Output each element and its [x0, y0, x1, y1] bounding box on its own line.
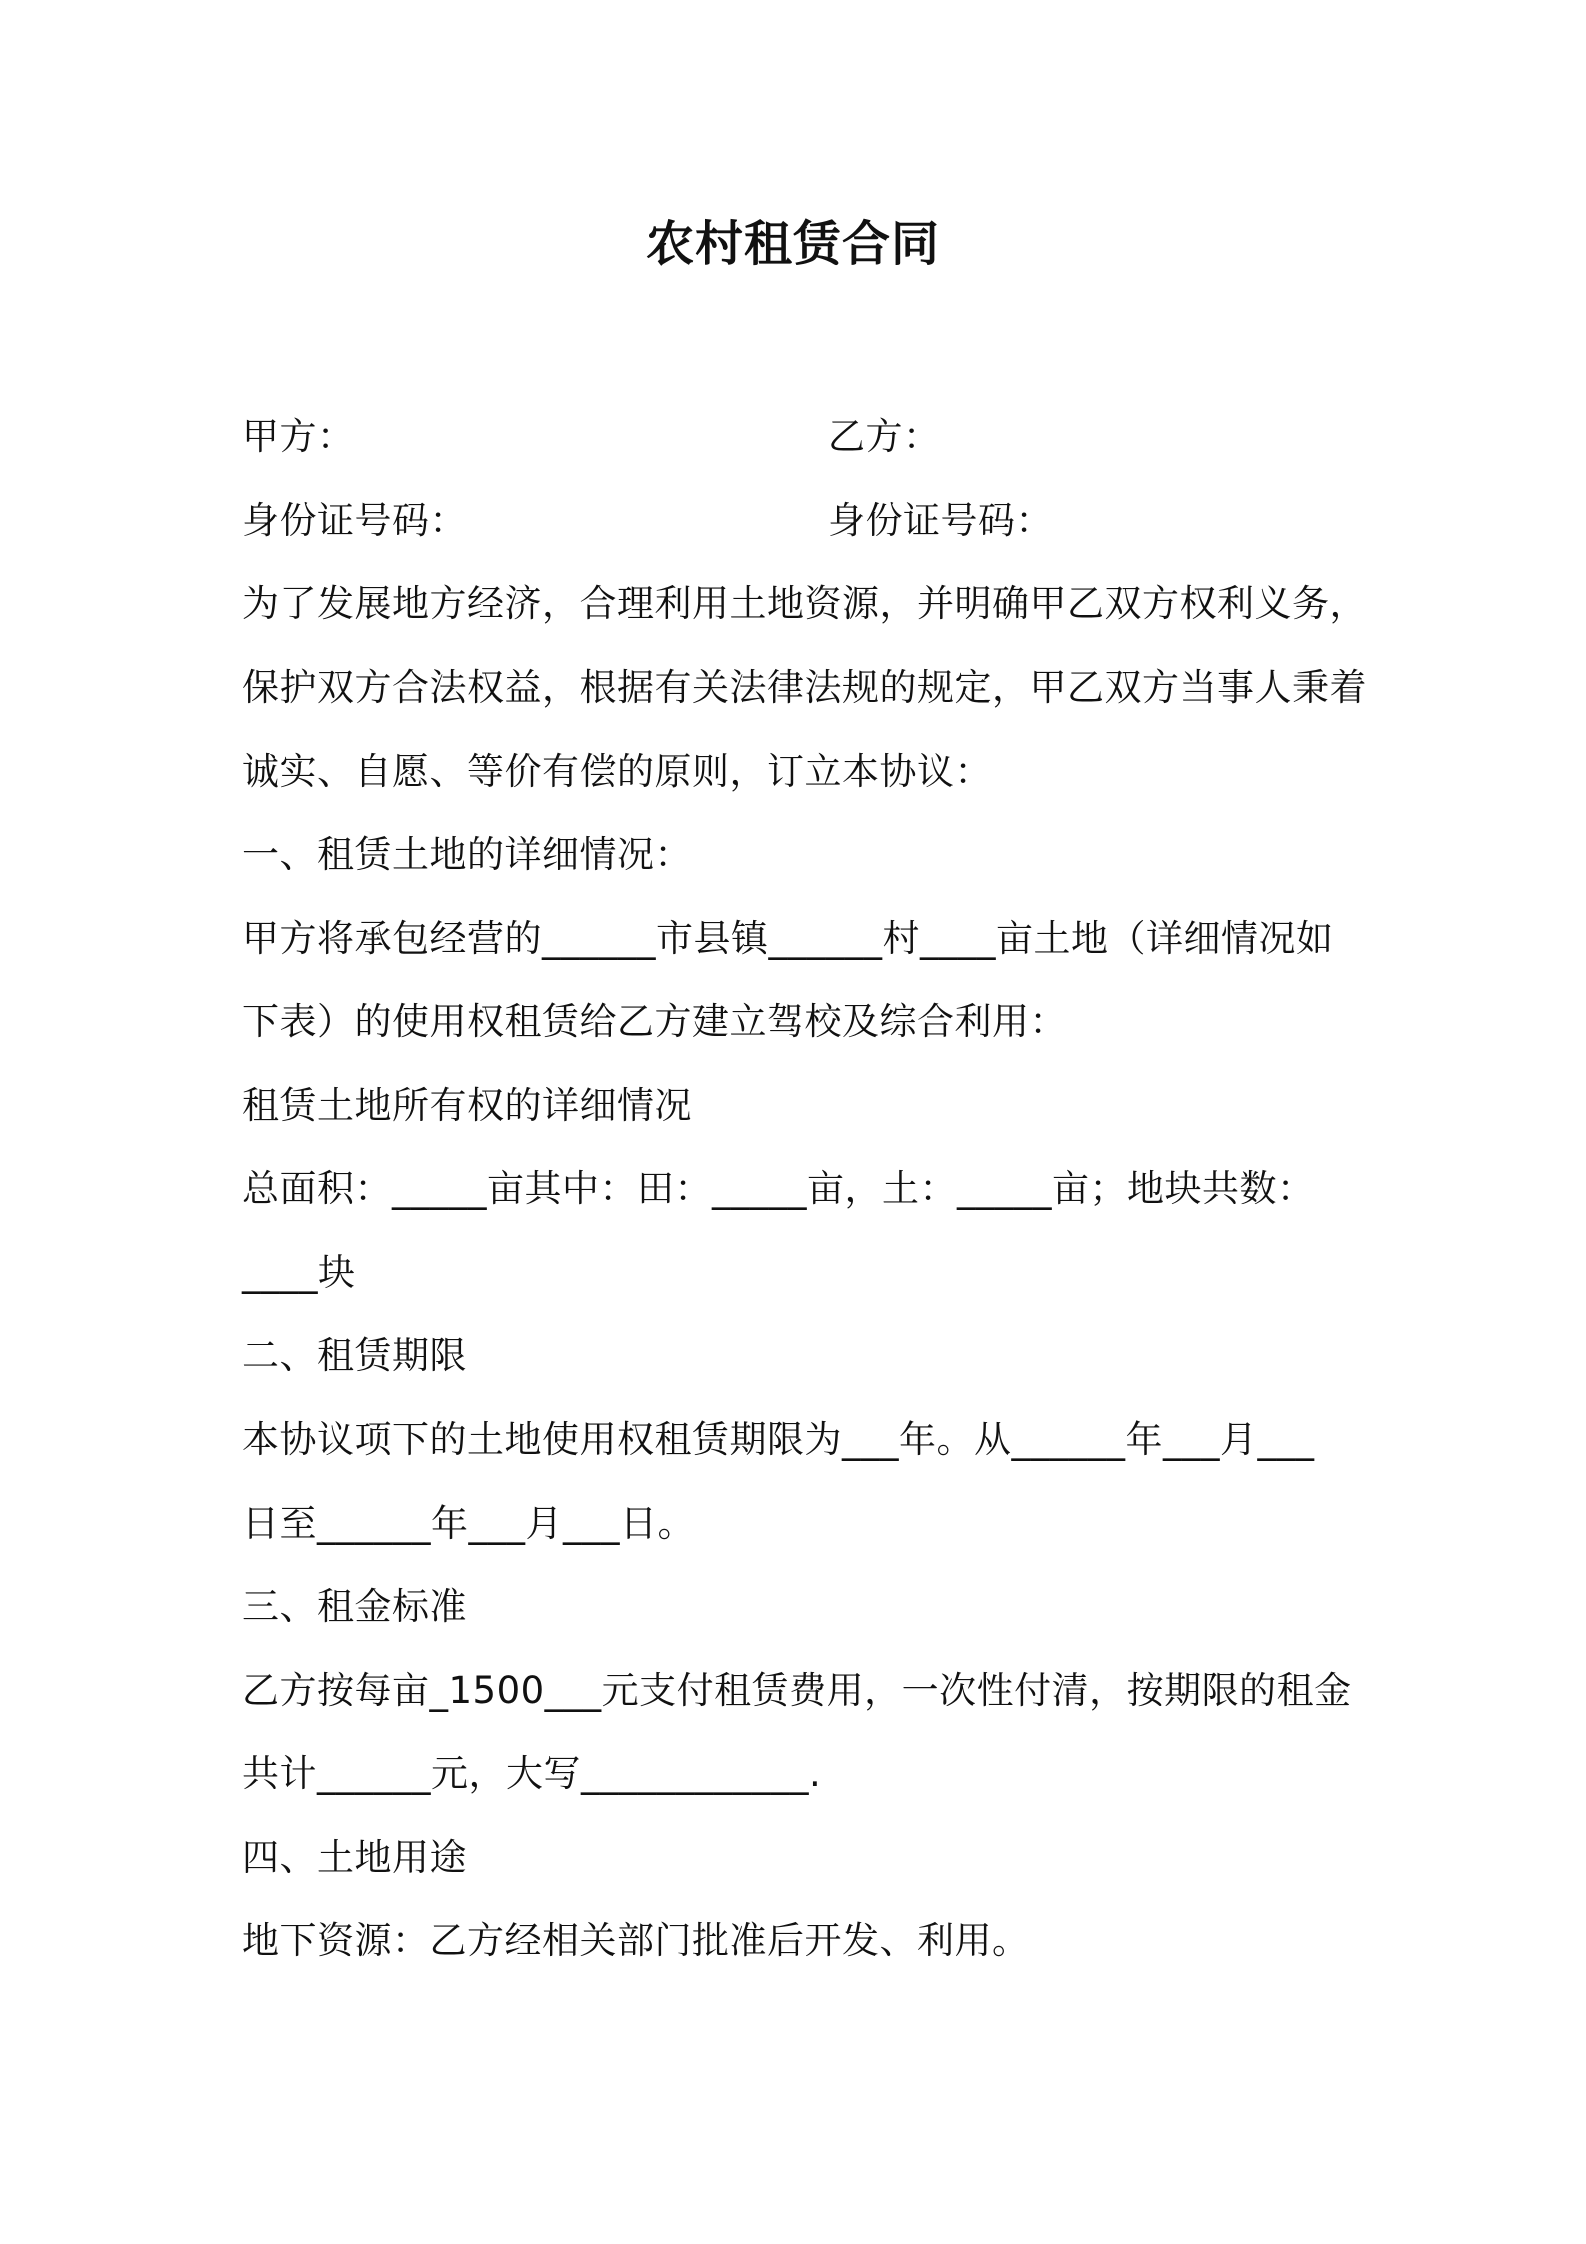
preamble-line-2: 保护双方合法权益，根据有关法律法规的规定，甲乙双方当事人秉着 [242, 666, 1367, 709]
section-3-heading: 三、租金标准 [242, 1585, 467, 1628]
preamble-line-1: 为了发展地方经济，合理利用土地资源，并明确甲乙双方权利义务， [242, 582, 1367, 625]
section-3-line-1: 乙方按每亩_1500___元支付租赁费用，一次性付清，按期限的租金 [242, 1669, 1352, 1712]
section-1-subheading: 租赁土地所有权的详细情况 [242, 1084, 692, 1127]
party-b-label: 乙方： [828, 415, 941, 458]
section-1-plot-count: ____块 [242, 1251, 356, 1294]
party-a-label: 甲方： [242, 415, 355, 458]
section-1-line-1: 甲方将承包经营的______市县镇______村____亩土地（详细情况如 [242, 917, 1334, 960]
section-2-line-1: 本协议项下的土地使用权租赁期限为___年。从______年___月___ [242, 1418, 1315, 1461]
id-number-a-label: 身份证号码： [242, 499, 467, 542]
section-3-line-2: 共计______元，大写____________. [242, 1752, 822, 1795]
section-4-heading: 四、土地用途 [242, 1836, 467, 1879]
section-4-line-1: 地下资源：乙方经相关部门批准后开发、利用。 [242, 1919, 1030, 1962]
section-1-area-line: 总面积：_____亩其中：田：_____亩，土：_____亩；地块共数： [242, 1167, 1315, 1210]
preamble-line-3: 诚实、自愿、等价有偿的原则，订立本协议： [242, 750, 992, 793]
document-title: 农村租赁合同 [645, 216, 940, 272]
id-number-b-label: 身份证号码： [828, 499, 1053, 542]
section-2-heading: 二、租赁期限 [242, 1334, 467, 1377]
section-2-line-2: 日至______年___月___日。 [242, 1502, 695, 1545]
section-1-line-2: 下表）的使用权租赁给乙方建立驾校及综合利用： [242, 1000, 1067, 1043]
section-1-heading: 一、租赁土地的详细情况： [242, 833, 692, 876]
